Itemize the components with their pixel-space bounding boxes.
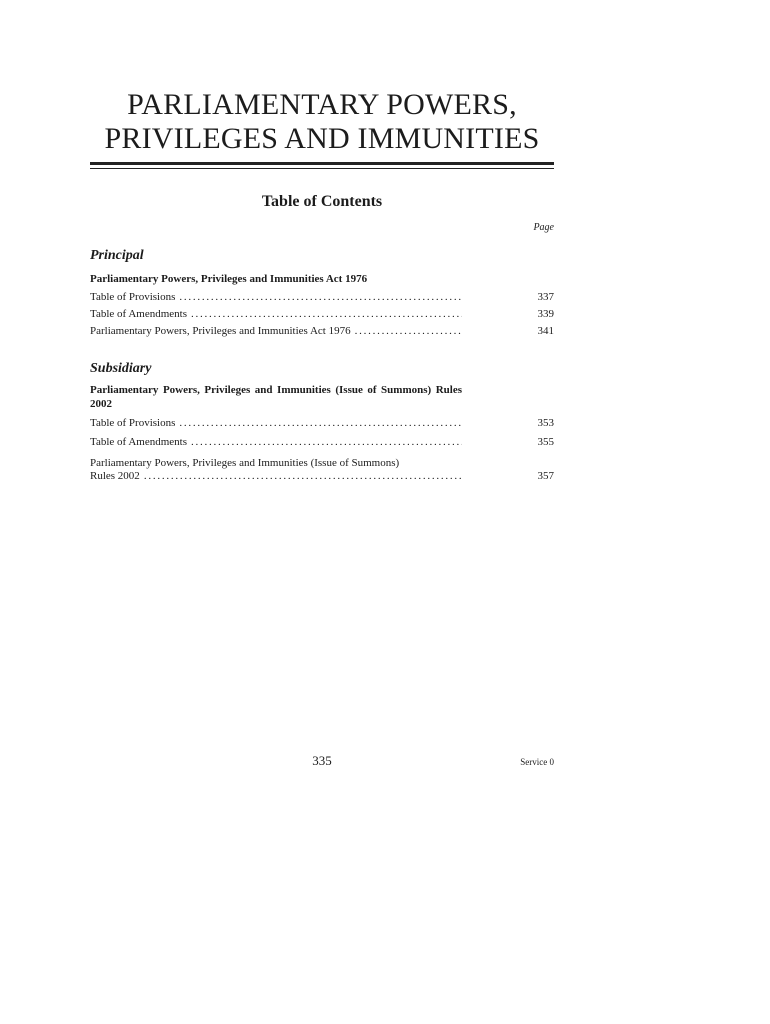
toc-entry-subsidiary-rules[interactable] — [90, 469, 462, 483]
dot-leader — [140, 469, 462, 483]
subsidiary-act-title: Parliamentary Powers, Privileges and Immunities (Issue of Summons) Rules 2002 — [90, 384, 462, 410]
toc-entry-label: Rules 2002 — [90, 470, 140, 482]
dot-leader — [175, 290, 462, 304]
toc-entry-subsidiary-rules-line-1[interactable]: Parliamentary Powers, Privileges and Immunities (Issue of Summons) — [90, 457, 400, 469]
toc-entry-page-number: 337 — [537, 291, 554, 303]
footer-service-label: Service 0 — [520, 757, 554, 767]
section-heading-subsidiary: Subsidiary — [90, 361, 152, 376]
toc-entry-label: Table of Provisions — [90, 291, 176, 303]
toc-entry-page-number: 341 — [537, 325, 554, 337]
footer-page-number: 335 — [312, 753, 332, 768]
toc-entry-page-number: 355 — [537, 436, 554, 448]
dot-leader — [351, 324, 462, 338]
dot-leader — [175, 416, 462, 430]
dot-leader — [187, 435, 462, 449]
title-rule-thin — [90, 168, 554, 169]
dot-leader — [187, 307, 462, 321]
toc-entry-principal-amendments[interactable] — [90, 307, 462, 321]
toc-entry-subsidiary-amendments[interactable] — [90, 435, 462, 449]
toc-entry-label: Table of Amendments — [90, 436, 187, 448]
principal-act-title: Parliamentary Powers, Privileges and Immunities Act 1976 — [90, 273, 368, 285]
title-rule-thick — [90, 162, 554, 165]
section-heading-principal: Principal — [90, 248, 144, 263]
document-title-line-2: PRIVILEGES AND IMMUNITIES — [104, 122, 540, 155]
document-title — [90, 88, 554, 156]
toc-entry-label: Parliamentary Powers, Privileges and Immunities Act 1976 — [90, 325, 351, 337]
toc-entry-principal-act[interactable] — [90, 324, 462, 338]
toc-entry-label: Table of Provisions — [90, 417, 176, 429]
toc-entry-label: Table of Amendments — [90, 308, 187, 320]
page-column-label: Page — [533, 222, 554, 233]
toc-heading: Table of Contents — [261, 193, 383, 210]
toc-entry-principal-provisions[interactable] — [90, 290, 462, 304]
toc-entry-page-number: 353 — [537, 417, 554, 429]
toc-entry-subsidiary-provisions[interactable] — [90, 416, 462, 430]
toc-entry-page-number: 339 — [537, 308, 554, 320]
document-title-line-1: PARLIAMENTARY POWERS, — [127, 88, 517, 121]
toc-entry-page-number: 357 — [537, 470, 554, 482]
